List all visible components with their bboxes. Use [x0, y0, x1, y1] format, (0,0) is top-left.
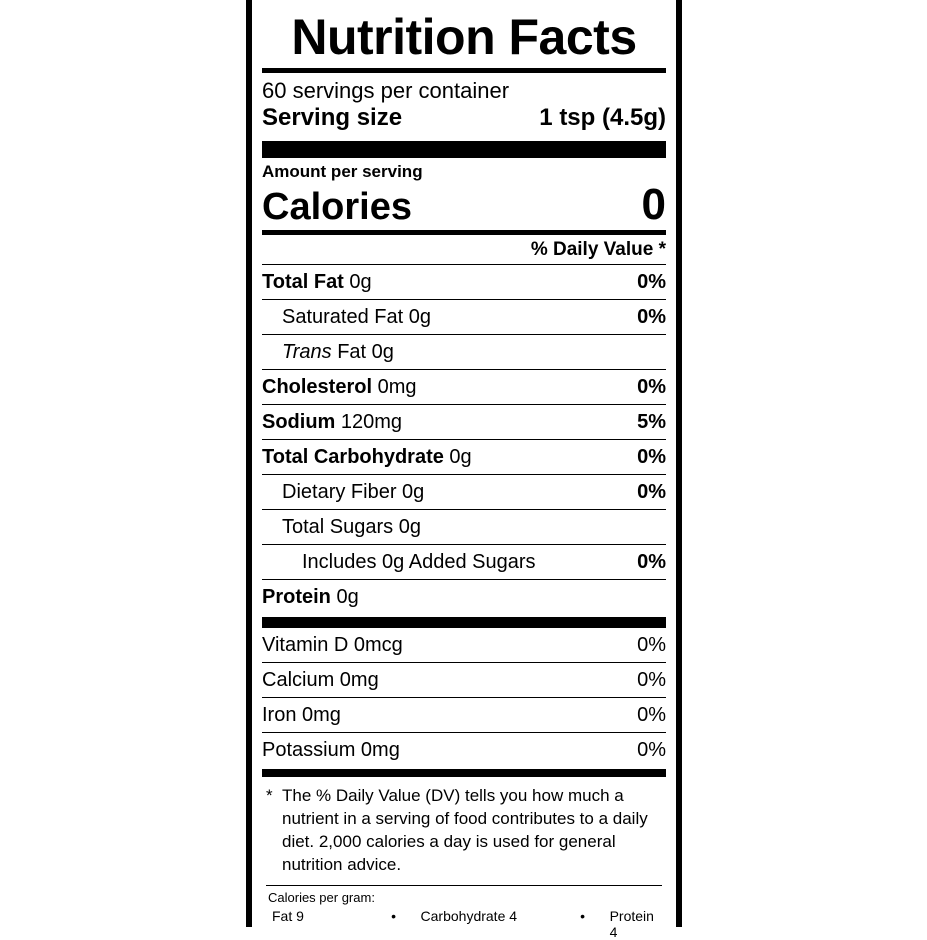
nutrient-daily-value: 0% [637, 271, 666, 294]
daily-value-header: % Daily Value * [530, 239, 666, 261]
table-row [262, 439, 666, 474]
serving-size-value: 1 tsp (4.5g) [539, 104, 666, 132]
table-row [262, 264, 666, 299]
vitamin-name: Potassium 0mg [262, 739, 400, 762]
nutrient-name [302, 550, 536, 574]
table-row [262, 404, 666, 439]
nutrient-name [262, 445, 472, 469]
nutrition-facts-panel [246, 0, 682, 940]
nutrient-name [262, 375, 417, 399]
vitamin-daily-value: 0% [637, 739, 666, 762]
nutrient-daily-value: 5% [637, 411, 666, 434]
nutrient-daily-value: 0% [637, 446, 666, 469]
nutrient-name [262, 270, 372, 294]
nutrient-amount: 0g [403, 306, 431, 329]
nutrient-label: Total Sugars [282, 516, 394, 539]
nutrient-label: Sodium [262, 411, 336, 434]
calories-per-gram-label: Calories per gram: [268, 890, 375, 906]
nutrient-daily-value: 0% [637, 481, 666, 504]
nutrition-facts-inner [252, 0, 676, 940]
calories-per-gram-carbohydrate: Carbohydrate 4 [420, 908, 518, 925]
table-row [262, 474, 666, 509]
vitamin-daily-value: 0% [637, 669, 666, 692]
vitamin-daily-value: 0% [637, 704, 666, 727]
thick-divider-mid [262, 617, 666, 628]
nutrient-rows [262, 264, 666, 614]
footnote [262, 777, 666, 885]
nutrient-daily-value: 0% [637, 551, 666, 574]
calories-per-gram-fat: Fat 9 [272, 908, 304, 925]
table-row [262, 579, 666, 614]
calories-row [262, 182, 666, 230]
nutrient-amount: 0g [396, 481, 425, 504]
thick-divider-top [262, 141, 666, 158]
table-row [262, 732, 666, 767]
nutrient-amount: Fat 0g [331, 341, 394, 364]
nutrient-label: Total Carbohydrate [262, 446, 444, 469]
vitamin-name: Vitamin D 0mcg [262, 634, 403, 657]
amount-per-serving-label: Amount per serving [262, 162, 423, 182]
table-row [262, 697, 666, 732]
thick-divider-bottom [262, 769, 666, 777]
table-row [262, 334, 666, 369]
nutrient-amount: 0g [393, 516, 421, 539]
table-row [262, 662, 666, 697]
nutrient-label: Includes 0g Added Sugars [302, 551, 536, 574]
nutrient-label: Cholesterol [262, 376, 373, 399]
serving-size-row [262, 104, 666, 137]
nutrient-amount: 0mg [372, 376, 417, 399]
nutrient-label: Trans [282, 341, 332, 364]
nutrient-name [282, 480, 424, 504]
nutrient-label: Saturated Fat [282, 306, 404, 329]
calories-label: Calories [262, 186, 412, 229]
table-row [262, 509, 666, 544]
nutrient-daily-value: 0% [637, 376, 666, 399]
serving-size-label: Serving size [262, 104, 403, 132]
nutrient-amount: 120mg [335, 411, 403, 434]
footnote-text: The % Daily Value (DV) tells you how much a nutrient in a serving of food contributes to a daily diet. 2,000 calories a day is used for general nutrition advice. [282, 786, 648, 875]
nutrient-name [262, 410, 402, 434]
footnote-star: * [266, 786, 273, 806]
separator-dot-2: • [580, 908, 585, 925]
nutrient-name [282, 515, 421, 539]
table-row [262, 628, 666, 662]
table-row [262, 544, 666, 579]
nutrient-label: Total Fat [262, 271, 344, 294]
page-title: Nutrition Facts [291, 9, 637, 65]
table-row [262, 369, 666, 404]
vitamin-name: Iron 0mg [262, 704, 341, 727]
nutrient-label: Protein [262, 586, 331, 609]
vitamin-name: Calcium 0mg [262, 669, 379, 692]
nutrient-amount: 0g [343, 271, 372, 294]
nutrient-daily-value: 0% [637, 306, 666, 329]
separator-dot-1: • [391, 908, 396, 925]
nutrient-name [282, 305, 431, 329]
calories-per-gram-items [262, 905, 666, 940]
nutrient-name [262, 585, 359, 609]
calories-per-gram-protein: Protein 4 [609, 908, 654, 940]
vitamin-daily-value: 0% [637, 634, 666, 657]
table-row [262, 299, 666, 334]
nutrient-label: Dietary Fiber [282, 481, 397, 504]
nutrient-amount: 0g [330, 586, 359, 609]
nutrient-name [282, 340, 394, 364]
servings-per-container: 60 servings per container [262, 78, 510, 103]
vitamin-rows [262, 628, 666, 767]
nutrient-amount: 0g [443, 446, 472, 469]
calories-value: 0 [641, 180, 666, 230]
